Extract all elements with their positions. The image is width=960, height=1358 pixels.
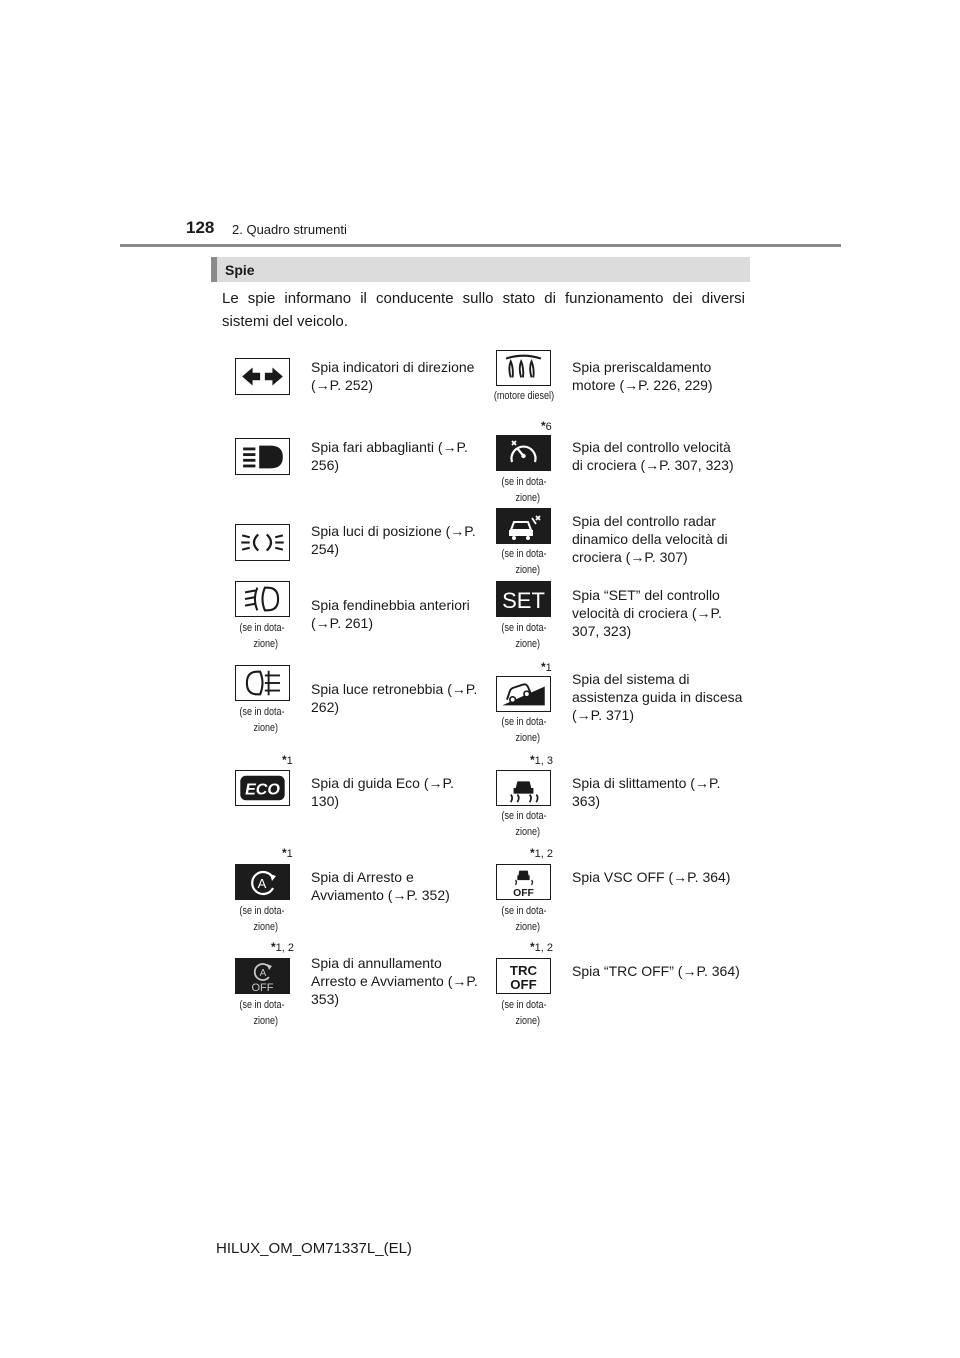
svg-text:ECO: ECO	[245, 780, 280, 799]
glow-plug-icon	[496, 350, 551, 386]
equipped-note: (se in dota- zione)	[501, 999, 547, 1027]
equipped-note: (se in dota- zione)	[239, 999, 285, 1027]
svg-text:A: A	[257, 876, 267, 891]
cruise-control-icon	[496, 435, 551, 471]
indicator-description: Spia VSC OFF (→P. 364)	[572, 869, 731, 885]
svg-text:OFF: OFF	[251, 982, 274, 994]
indicator-description: Spia di annullamento Arresto e Avviamento (→P. 353)	[311, 955, 478, 1007]
diesel-note: (motore diesel)	[493, 390, 555, 402]
section-title: Spie	[225, 262, 255, 278]
turn-signal-icon	[235, 358, 290, 395]
vsc-off-icon	[496, 864, 551, 900]
trc-off-icon	[496, 958, 551, 994]
eco-icon	[235, 770, 290, 806]
equipped-note: (se in dota- zione)	[501, 810, 547, 838]
stop-start-cancel-icon	[235, 958, 290, 994]
header-divider	[120, 244, 841, 247]
footnote-mark: *1	[282, 753, 293, 767]
descent-control-icon	[496, 676, 551, 712]
indicator-description: Spia “TRC OFF” (→P. 364)	[572, 963, 740, 979]
set-icon	[496, 581, 551, 617]
footnote-mark: *6	[541, 419, 552, 433]
indicator-description: Spia fendinebbia anteriori (→P. 261)	[311, 597, 470, 631]
footnote-mark: *1	[541, 660, 552, 674]
indicator-description: Spia di Arresto e Avviamento (→P. 352)	[311, 869, 450, 903]
indicator-description: Spia del sistema di assistenza guida in discesa (→P. 371)	[572, 671, 743, 723]
equipped-note: (se in dota- zione)	[501, 622, 547, 650]
page-number: 128	[186, 218, 215, 237]
equipped-note: (se in dota- zione)	[501, 905, 547, 933]
front-fog-icon	[235, 581, 290, 617]
equipped-note: (se in dota- zione)	[239, 622, 285, 650]
svg-text:OFF: OFF	[513, 888, 534, 899]
footnote-mark: *1, 2	[271, 940, 295, 954]
indicator-description: Spia di slittamento (→P. 363)	[572, 775, 721, 809]
chapter-title: 2. Quadro strumenti	[232, 222, 347, 237]
section-accent	[211, 257, 217, 282]
equipped-note: (se in dota- zione)	[239, 905, 285, 933]
indicator-description: Spia “SET” del controllo velocità di crociera (→P. 307, 323)	[572, 587, 722, 639]
slip-icon	[496, 770, 551, 806]
indicator-description: Spia preriscaldamento motore (→P. 226, 229)	[572, 359, 713, 393]
footnote-mark: *1, 3	[530, 753, 554, 767]
position-light-icon	[235, 524, 290, 561]
equipped-note: (se in dota- zione)	[239, 706, 285, 734]
footnote-mark: *1, 2	[530, 846, 554, 860]
indicator-description: Spia fari abbaglianti (→P. 256)	[311, 439, 468, 473]
indicator-description: Spia del controllo velocità di crociera (→P. 307, 323)	[572, 439, 734, 473]
equipped-note: (se in dota- zione)	[501, 548, 547, 576]
svg-text:A: A	[259, 968, 267, 979]
high-beam-icon	[235, 438, 290, 475]
svg-text:OFF: OFF	[510, 977, 537, 993]
svg-text:TRC: TRC	[509, 963, 538, 979]
stop-start-icon	[235, 864, 290, 900]
indicator-description: Spia luce retronebbia (→P. 262)	[311, 681, 478, 715]
intro-paragraph: Le spie informano il conducente sullo stato di funzionamento dei diversi sistemi del veicolo.	[222, 290, 745, 330]
footer-doc-code: HILUX_OM_OM71337L_(EL)	[216, 1240, 412, 1257]
equipped-note: (se in dota- zione)	[501, 476, 547, 504]
indicator-description: Spia del controllo radar dinamico della velocità di crociera (→P. 307)	[572, 513, 728, 565]
footnote-mark: *1, 2	[530, 940, 554, 954]
footnote-mark: *1	[282, 846, 293, 860]
section-header	[211, 257, 750, 282]
rear-fog-icon	[235, 665, 290, 701]
radar-cruise-icon	[496, 508, 551, 544]
indicator-description: Spia di guida Eco (→P. 130)	[311, 775, 454, 809]
equipped-note: (se in dota- zione)	[501, 716, 547, 744]
indicator-description: Spia indicatori di direzione (→P. 252)	[311, 359, 475, 393]
indicator-description: Spia luci di posizione (→P. 254)	[311, 523, 476, 557]
svg-text:SET: SET	[502, 588, 545, 613]
